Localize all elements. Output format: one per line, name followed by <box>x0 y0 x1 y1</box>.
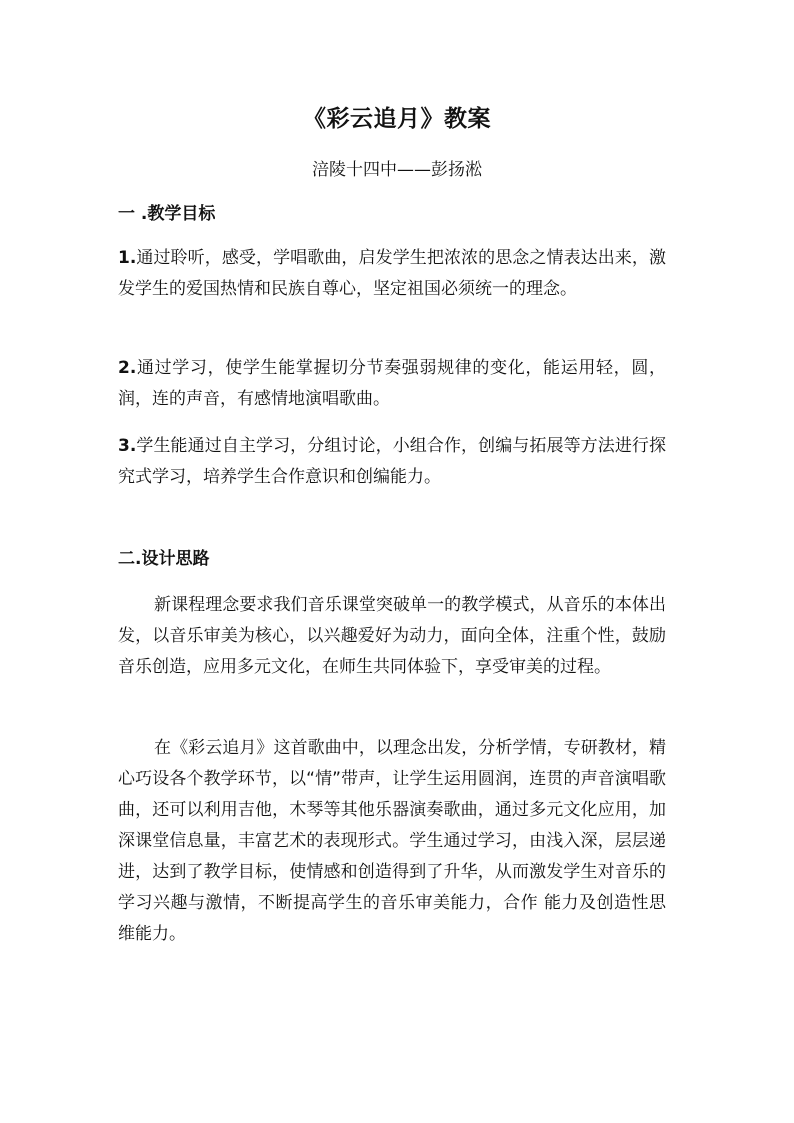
design-paragraph-1: 新课程理念要求我们音乐课堂突破单一的教学模式，从音乐的本体出发，以音乐审美为核心，以兴趣爱好为动力，面向全体，注重个性，鼓励音乐创造，应用多元文化，在师生共同体验下，享受审美的过程。 <box>118 595 666 677</box>
page-title: 《彩云追月》教案 <box>303 106 491 132</box>
goal-item-1 <box>118 243 666 305</box>
section-heading-design-ideas: 二.设计思路 <box>118 549 210 569</box>
design-paragraph-2: 在《彩云追月》这首歌曲中，以理念出发，分析学情，专研教材，精心巧设各个教学环节，以“情”带声，让学生运用圆润，连贯的声音演唱歌曲，还可以利用吉他，木琴等其他乐器演奏歌曲，通过多元文化应用，加深课堂信息量，丰富艺术的表现形式。学生通过学习，由浅入深，层层递进，达到了教学目标，使情感和创造得到了升华，从而激发学生对音乐的学习兴趣与激情，不断提高学生的音乐审美能力，合作 能力及创造性思维能力。 <box>118 738 666 944</box>
author-line: 涪陵十四中——彭扬淞 <box>312 160 482 180</box>
goal-item-text: 通过学习，使学生能掌握切分节奏强弱规律的变化，能运用轻，圆，润，连的声音，有感情地演唱歌曲。 <box>118 358 666 409</box>
goal-item-number: 3. <box>118 436 137 456</box>
goal-item-number: 1. <box>118 248 137 268</box>
goal-item-text: 学生能通过自主学习，分组讨论，小组合作，创编与拓展等方法进行探究式学习，培养学生合作意识和创编能力。 <box>118 436 666 487</box>
goal-item-number: 2. <box>118 358 137 378</box>
goal-item-text: 通过聆听，感受，学唱歌曲，启发学生把浓浓的思念之情表达出来，激发学生的爱国热情和民族自尊心，坚定祖国必须统一的理念。 <box>118 248 666 299</box>
goal-item-3 <box>118 431 666 493</box>
section-heading-teaching-goals: 一 .教学目标 <box>118 204 216 224</box>
goal-item-2 <box>118 353 666 415</box>
